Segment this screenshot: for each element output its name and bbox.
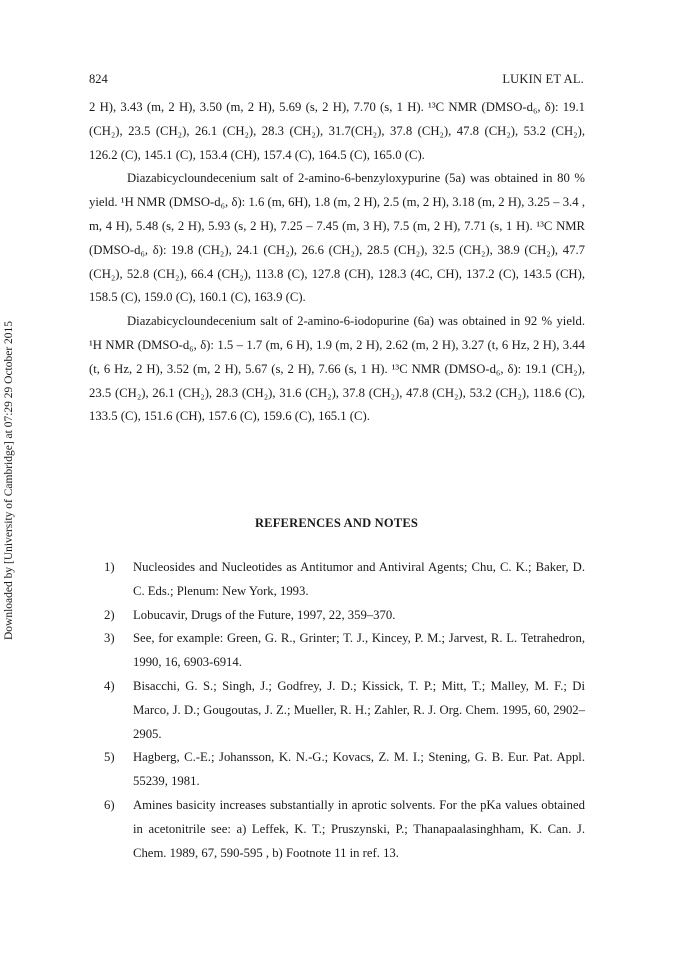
reference-item xyxy=(104,794,585,865)
reference-item xyxy=(104,627,585,675)
running-head: LUKIN ET AL. xyxy=(502,72,584,86)
reference-text: Nucleosides and Nucleotides as Antitumor and Antiviral Agents; Chu, C. K.; Baker, D. C. Eds.; Plenum: New York, 1993. xyxy=(133,560,585,598)
reference-item xyxy=(104,746,585,794)
reference-number: 4) xyxy=(104,678,115,693)
reference-text: See, for example: Green, G. R., Grinter; T. J., Kincey, P. M.; Jarvest, R. L. Tetrahedron, 1990, 16, 6903-6914. xyxy=(133,631,585,670)
reference-number: 2) xyxy=(104,607,115,622)
reference-text: Hagberg, C.-E.; Johansson, K. N.-G.; Kovacs, Z. M. I.; Stening, G. B. Eur. Pat. Appl. 55239, 1981. xyxy=(133,750,585,789)
reference-item xyxy=(104,556,585,604)
paragraph-nmr-4a: 2 H), 3.43 (m, 2 H), 3.50 (m, 2 H), 5.69 (s, 2 H), 7.70 (s, 1 H). ¹³C NMR (DMSO-d₆, δ): 19.1 (CH₂), 23.5 (CH₂), 26.1 (CH₂), 28.3 (CH₂), 31.7(CH₂), 37.8 (CH₂), 47.8 (CH₂), 53.2 (CH₂), 126.2 (C), 145.1 (C), 153.4 (CH), 157.4 (C), 164.5 (C), 165.0 (C). xyxy=(89,100,585,162)
paragraph-compound-5a: Diazabicycloundecenium salt of 2-amino-6-benzyloxypurine (5a) was obtained in 80 % yield. ¹H NMR (DMSO-d₆, δ): 1.6 (m, 6H), 1.8 (m, 2 H), 2.5 (m, 2 H), 3.18 (m, 2 H), 3.25 – 3.4 , m, 4 H), 5.48 (s, 2 H), 5.93 (s, 2 H), 7.25 – 7.45 (m, 3 H), 7.5 (m, 2 H), 7.71 (s, 1 H). ¹³C NMR (DMSO-d₆, δ): 19.8 (CH₂), 24.1 (CH₂), 26.6 (CH₂), 28.5 (CH₂), 32.5 (CH₂), 38.9 (CH₂), 47.7 (CH₂), 52.8 (CH₂), 66.4 (CH₂), 113.8 (C), 127.8 (CH), 128.3 (4C, CH), 137.2 (C), 143.5 (CH), 158.5 (C), 159.0 (C), 160.1 (C), 163.9 (C). xyxy=(89,171,585,305)
paragraph-compound-6a: Diazabicycloundecenium salt of 2-amino-6-iodopurine (6a) was obtained in 92 % yield. ¹H NMR (DMSO-d₆, δ): 1.5 – 1.7 (m, 6 H), 1.9 (m, 2 H), 2.62 (m, 2 H), 3.27 (t, 6 Hz, 2 H), 3.44 (t, 6 Hz, 2 H), 3.52 (m, 2 H), 5.67 (s, 2 H), 7.66 (s, 1 H). ¹³C NMR (DMSO-d₆, δ): 19.1 (CH₂), 23.5 (CH₂), 26.1 (CH₂), 28.3 (CH₂), 31.6 (CH₂), 37.8 (CH₂), 47.8 (CH₂), 53.2 (CH₂), 118.6 (C), 133.5 (C), 151.6 (CH), 157.6 (C), 159.6 (C), 165.1 (C). xyxy=(89,314,585,424)
reference-number: 3) xyxy=(104,631,115,646)
reference-text: Lobucavir, Drugs of the Future, 1997, 22, 359–370. xyxy=(133,607,396,622)
body-text xyxy=(89,96,585,429)
reference-item xyxy=(104,675,585,746)
page-number: 824 xyxy=(89,72,108,86)
download-watermark: Downloaded by [University of Cambridge] at 07:29 29 October 2015 xyxy=(3,320,15,640)
reference-text: Bisacchi, G. S.; Singh, J.; Godfrey, J. D.; Kissick, T. P.; Mitt, T.; Malley, M. F.; Di Marco, J. D.; Gougoutas, J. Z.; Mueller, R. H.; Zahler, R. J. Org. Chem. 1995, 60, 2902–2905. xyxy=(133,678,585,741)
references-list xyxy=(104,556,585,865)
reference-text: Amines basicity increases substantially in aprotic solvents. For the pKa values obtained in acetonitrile see: a) Leffek, K. T.; Pruszynski, P.; Thanapaalasinghham, K. Can. J. Chem. 1989, 67, 590-595 , b) Footnote 11 in ref. 13. xyxy=(133,797,585,860)
reference-number: 1) xyxy=(104,560,115,574)
references-heading: REFERENCES AND NOTES xyxy=(254,516,419,530)
reference-item xyxy=(104,604,585,628)
reference-number: 6) xyxy=(104,797,115,812)
reference-number: 5) xyxy=(104,750,115,765)
